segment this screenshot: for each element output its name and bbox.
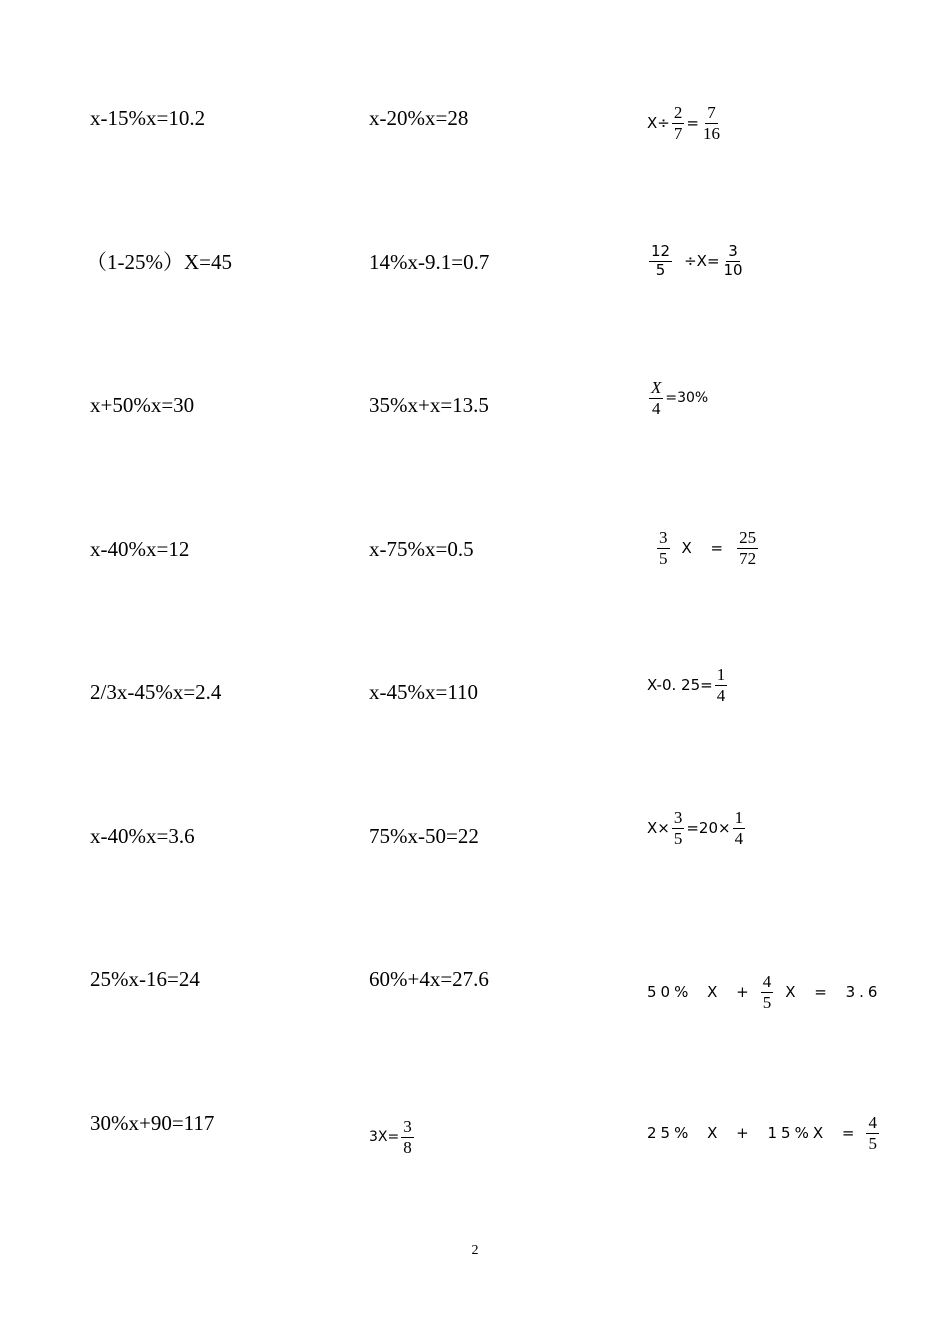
fraction-equation — [647, 803, 747, 853]
denominator: 10 — [723, 260, 743, 279]
equation-text: ÷X= — [684, 252, 720, 270]
equation: 35%x+x=13.5 — [369, 393, 489, 417]
fraction — [866, 1114, 879, 1153]
numerator: 25 — [739, 527, 757, 547]
page-number: 2 — [471, 1243, 479, 1258]
equation: 14%x-9.1=0.7 — [369, 250, 490, 274]
denominator: 4 — [651, 398, 661, 418]
denominator: 4 — [734, 828, 744, 848]
equation-text: = — [686, 114, 699, 132]
equation: 2/3x-45%x=2.4 — [90, 680, 222, 704]
numerator: 4 — [868, 1112, 877, 1132]
equation: x-40%x=3.6 — [90, 824, 195, 848]
equation-text: 3X= — [369, 1129, 400, 1145]
numerator: 2 — [673, 102, 683, 122]
denominator: 5 — [762, 992, 772, 1012]
equation-text: X-0. 25= — [647, 676, 713, 694]
denominator: 4 — [716, 685, 726, 705]
fraction-equation — [647, 1108, 881, 1158]
equation-text: 50% X + — [647, 983, 753, 1001]
equation: 60%+4x=27.6 — [369, 967, 489, 991]
denominator: 72 — [739, 548, 757, 568]
numerator: 1 — [716, 664, 726, 684]
numerator: X — [651, 377, 662, 397]
fraction-equation — [647, 967, 881, 1017]
numerator: 7 — [707, 102, 716, 122]
fraction-equation — [655, 523, 760, 573]
equation: x-75%x=0.5 — [369, 537, 474, 561]
numerator: 4 — [762, 971, 772, 991]
equation-row — [0, 664, 950, 740]
equation: 25%x-16=24 — [90, 967, 200, 991]
fraction-equation — [647, 98, 724, 148]
equation: x-20%x=28 — [369, 106, 469, 130]
numerator: 12 — [651, 241, 671, 260]
fraction — [733, 809, 746, 848]
fraction-equation — [369, 1112, 416, 1162]
fraction — [722, 241, 745, 279]
fraction — [649, 241, 672, 279]
equation: x-45%x=110 — [369, 680, 479, 704]
equation-row — [0, 377, 950, 453]
equation-row — [0, 102, 950, 166]
equation-row — [0, 1111, 950, 1171]
equation-text: X = — [681, 539, 728, 557]
fraction — [657, 529, 670, 568]
equation: x-15%x=10.2 — [90, 106, 206, 130]
equation: x+50%x=30 — [90, 393, 195, 417]
fraction — [761, 973, 774, 1012]
denominator: 5 — [868, 1133, 877, 1153]
fraction-equation — [647, 236, 747, 286]
equation-text: =20× — [686, 819, 731, 837]
equation-row — [0, 807, 950, 884]
equation-text: X× — [647, 819, 670, 837]
equation: 30%x+90=117 — [90, 1111, 215, 1135]
denominator: 7 — [673, 123, 683, 143]
numerator: 3 — [659, 527, 668, 547]
equation: 75%x-50=22 — [369, 824, 479, 848]
fraction — [672, 809, 685, 848]
equation: （1-25%）X=45 — [86, 250, 232, 274]
equation-text: =30% — [665, 390, 709, 406]
denominator: 16 — [702, 123, 720, 143]
fraction-equation — [647, 660, 729, 710]
fraction — [701, 104, 722, 143]
numerator: 3 — [728, 241, 738, 260]
denominator: 5 — [655, 260, 666, 279]
equation-text: X÷ — [647, 114, 670, 132]
equation-row — [0, 967, 950, 1027]
numerator: 3 — [673, 807, 683, 827]
fraction — [737, 529, 758, 568]
fraction — [672, 104, 685, 143]
denominator: 8 — [403, 1137, 412, 1157]
numerator: 3 — [403, 1116, 412, 1136]
numerator: 1 — [734, 807, 744, 827]
equation-text: 25% X + 15%X = — [647, 1124, 859, 1142]
fraction-equation — [647, 373, 708, 423]
equation: x-40%x=12 — [90, 537, 190, 561]
equation-row — [0, 241, 950, 310]
fraction — [401, 1118, 414, 1157]
denominator: 5 — [659, 548, 668, 568]
fraction — [649, 379, 663, 418]
equation-row — [0, 527, 950, 597]
fraction — [715, 666, 728, 705]
denominator: 5 — [673, 828, 683, 848]
equation-text: X = 3.6 — [785, 983, 882, 1001]
